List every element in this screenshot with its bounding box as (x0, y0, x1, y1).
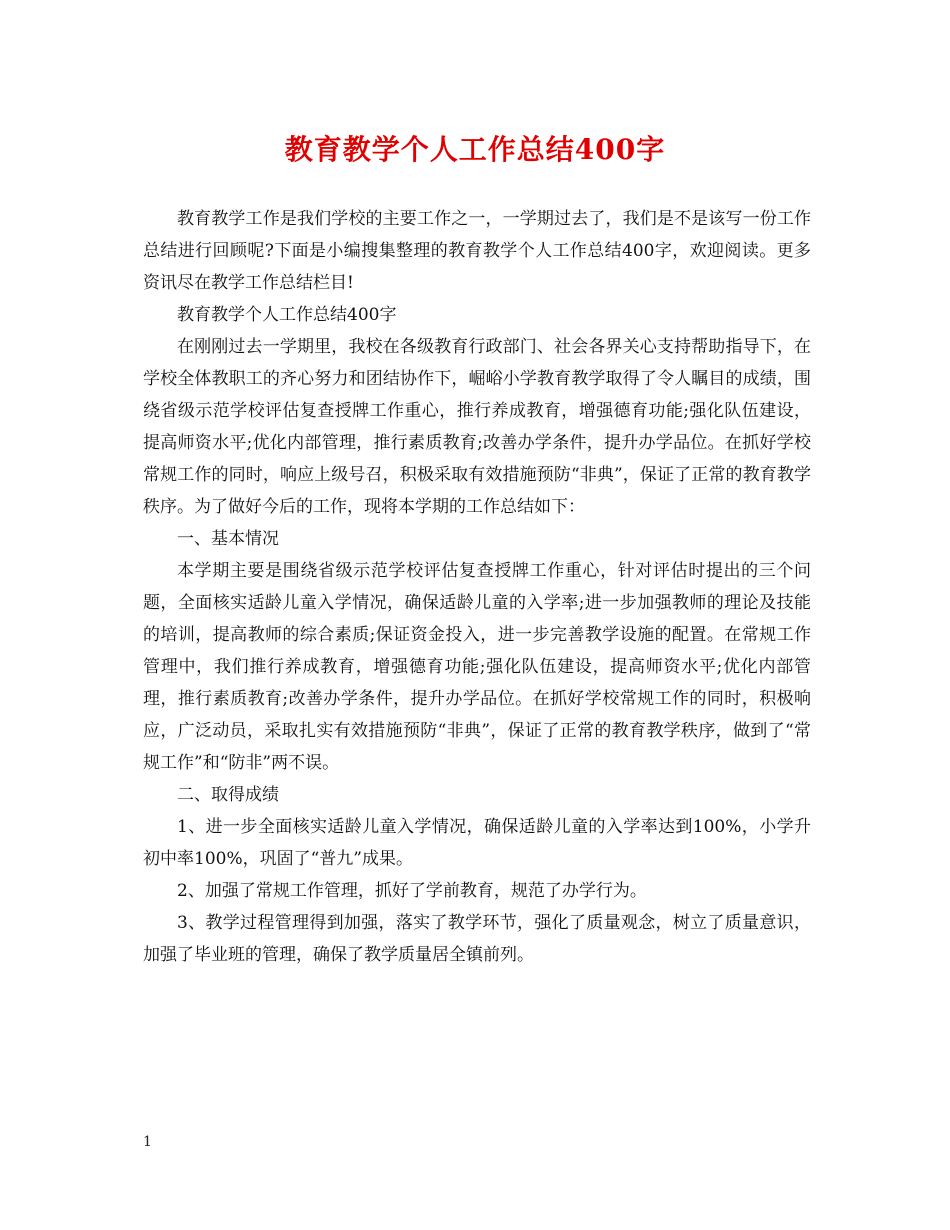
page-number: 1 (143, 1134, 152, 1150)
section-heading-achievements: 二、取得成绩 (177, 785, 279, 805)
section-heading-basic-situation: 一、基本情况 (177, 529, 279, 549)
paragraph-basic-situation: 本学期主要是围绕省级示范学校评估复查授牌工作重心，针对评估时提出的三个问题，全面核实适龄儿童入学情况，确保适龄儿童的入学率;进一步加强教师的理论及技能的培训，提高教师的综合素质;保证资金投入，进一步完善教学设施的配置。在常规工作管理中，我们推行养成教育，增强德育功能;强化队伍建设，提高师资水平;优化内部管理，推行素质教育;改善办学条件，提升办学品位。在抓好学校常规工作的同时，积极响应，广泛动员，采取扎实有效措施预防“非典”，保证了正常的教育教学秩序，做到了“常规工作”和“防非”两不误。 (143, 561, 811, 773)
achievement-item-1: 1、进一步全面核实适龄儿童入学情况，确保适龄儿童的入学率达到100%，小学升初中率100%，巩固了“普九”成果。 (143, 817, 811, 869)
document-body (143, 203, 811, 971)
document-title: 教育教学个人工作总结400字 (284, 133, 666, 166)
achievement-item-2: 2、加强了常规工作管理，抓好了学前教育，规范了办学行为。 (177, 881, 647, 901)
paragraph-subtitle: 教育教学个人工作总结400字 (177, 305, 397, 325)
paragraph-intro: 教育教学工作是我们学校的主要工作之一，一学期过去了，我们是不是该写一份工作总结进行回顾呢?下面是小编搜集整理的教育教学个人工作总结400字，欢迎阅读。更多资讯尽在教学工作总结栏目! (143, 209, 811, 293)
achievement-item-3: 3、教学过程管理得到加强，落实了教学环节，强化了质量观念，树立了质量意识，加强了毕业班的管理，确保了教学质量居全镇前列。 (143, 913, 811, 965)
paragraph-overview: 在刚刚过去一学期里，我校在各级教育行政部门、社会各界关心支持帮助指导下，在学校全体教职工的齐心努力和团结协作下，崛峪小学教育教学取得了令人瞩目的成绩，围绕省级示范学校评估复查授牌工作重心，推行养成教育，增强德育功能;强化队伍建设，提高师资水平;优化内部管理，推行素质教育;改善办学条件，提升办学品位。在抓好学校常规工作的同时，响应上级号召，积极采取有效措施预防“非典”，保证了正常的教育教学秩序。为了做好今后的工作，现将本学期的工作总结如下： (143, 337, 811, 517)
